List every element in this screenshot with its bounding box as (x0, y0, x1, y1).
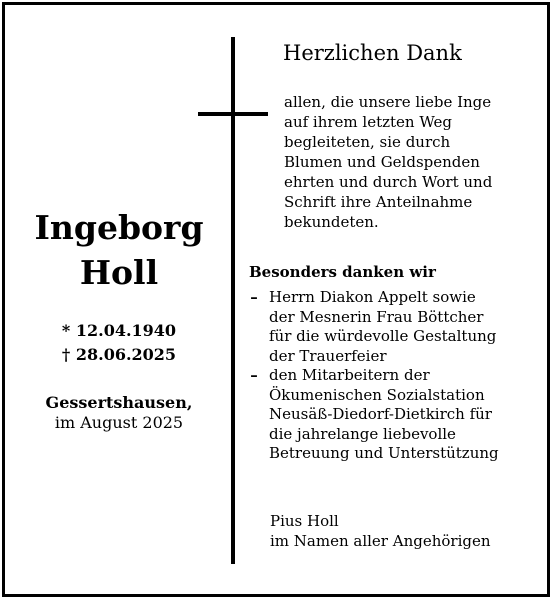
thanks-line: begleiteten, sie durch (284, 133, 451, 151)
cross-vertical-beam (231, 37, 235, 564)
list-item (247, 366, 537, 464)
dash-bullet: – (250, 366, 258, 384)
list-item-line: Ökumenischen Sozialstation (269, 385, 485, 404)
list-item (247, 288, 537, 366)
list-item-line: der Trauerfeier (269, 346, 387, 365)
list-item-line: Betreuung und Unterstützung (269, 444, 499, 462)
first-name: Ingeborg (34, 208, 204, 247)
signature-note: im Namen aller Angehörigen (270, 532, 491, 550)
thanks-line: Blumen und Geldspenden (284, 153, 480, 171)
signature (270, 511, 491, 551)
dash-bullet: – (250, 288, 258, 306)
life-dates (8, 319, 230, 367)
thanks-heading: Herzlichen Dank (283, 41, 462, 65)
month-year: im August 2025 (54, 413, 184, 432)
last-name: Holl (79, 253, 159, 292)
list-item-line: den Mitarbeitern der (269, 366, 430, 384)
special-thanks-heading: Besonders danken wir (249, 263, 436, 281)
thanks-line: ehrten und durch Wort und (284, 173, 493, 191)
place-name: Gessertshausen, (45, 393, 193, 412)
list-item-line: Herrn Diakon Appelt sowie (269, 288, 476, 306)
place-and-date (8, 393, 230, 433)
signature-name: Pius Holl (270, 512, 339, 530)
death-date: † 28.06.2025 (61, 345, 177, 364)
thanks-line: Schrift ihre Anteilnahme (284, 193, 473, 211)
thanks-line: auf ihrem letzten Weg (284, 113, 453, 131)
list-item-line: für die würdevolle Gestaltung (269, 327, 497, 345)
thanks-text (284, 92, 534, 232)
list-item-line: der Mesnerin Frau Böttcher (269, 307, 484, 326)
list-item-line: die jahrelange liebevolle (269, 424, 456, 443)
list-item-line: Neusäß-Diedorf-Dietkirch für (269, 405, 492, 423)
special-thanks-list (247, 288, 537, 464)
thanks-line: bekundeten. (284, 213, 379, 231)
deceased-name (8, 205, 230, 295)
thanks-line: allen, die unsere liebe Inge (284, 93, 492, 111)
cross-horizontal-beam (198, 112, 268, 116)
birth-date: * 12.04.1940 (61, 321, 177, 340)
